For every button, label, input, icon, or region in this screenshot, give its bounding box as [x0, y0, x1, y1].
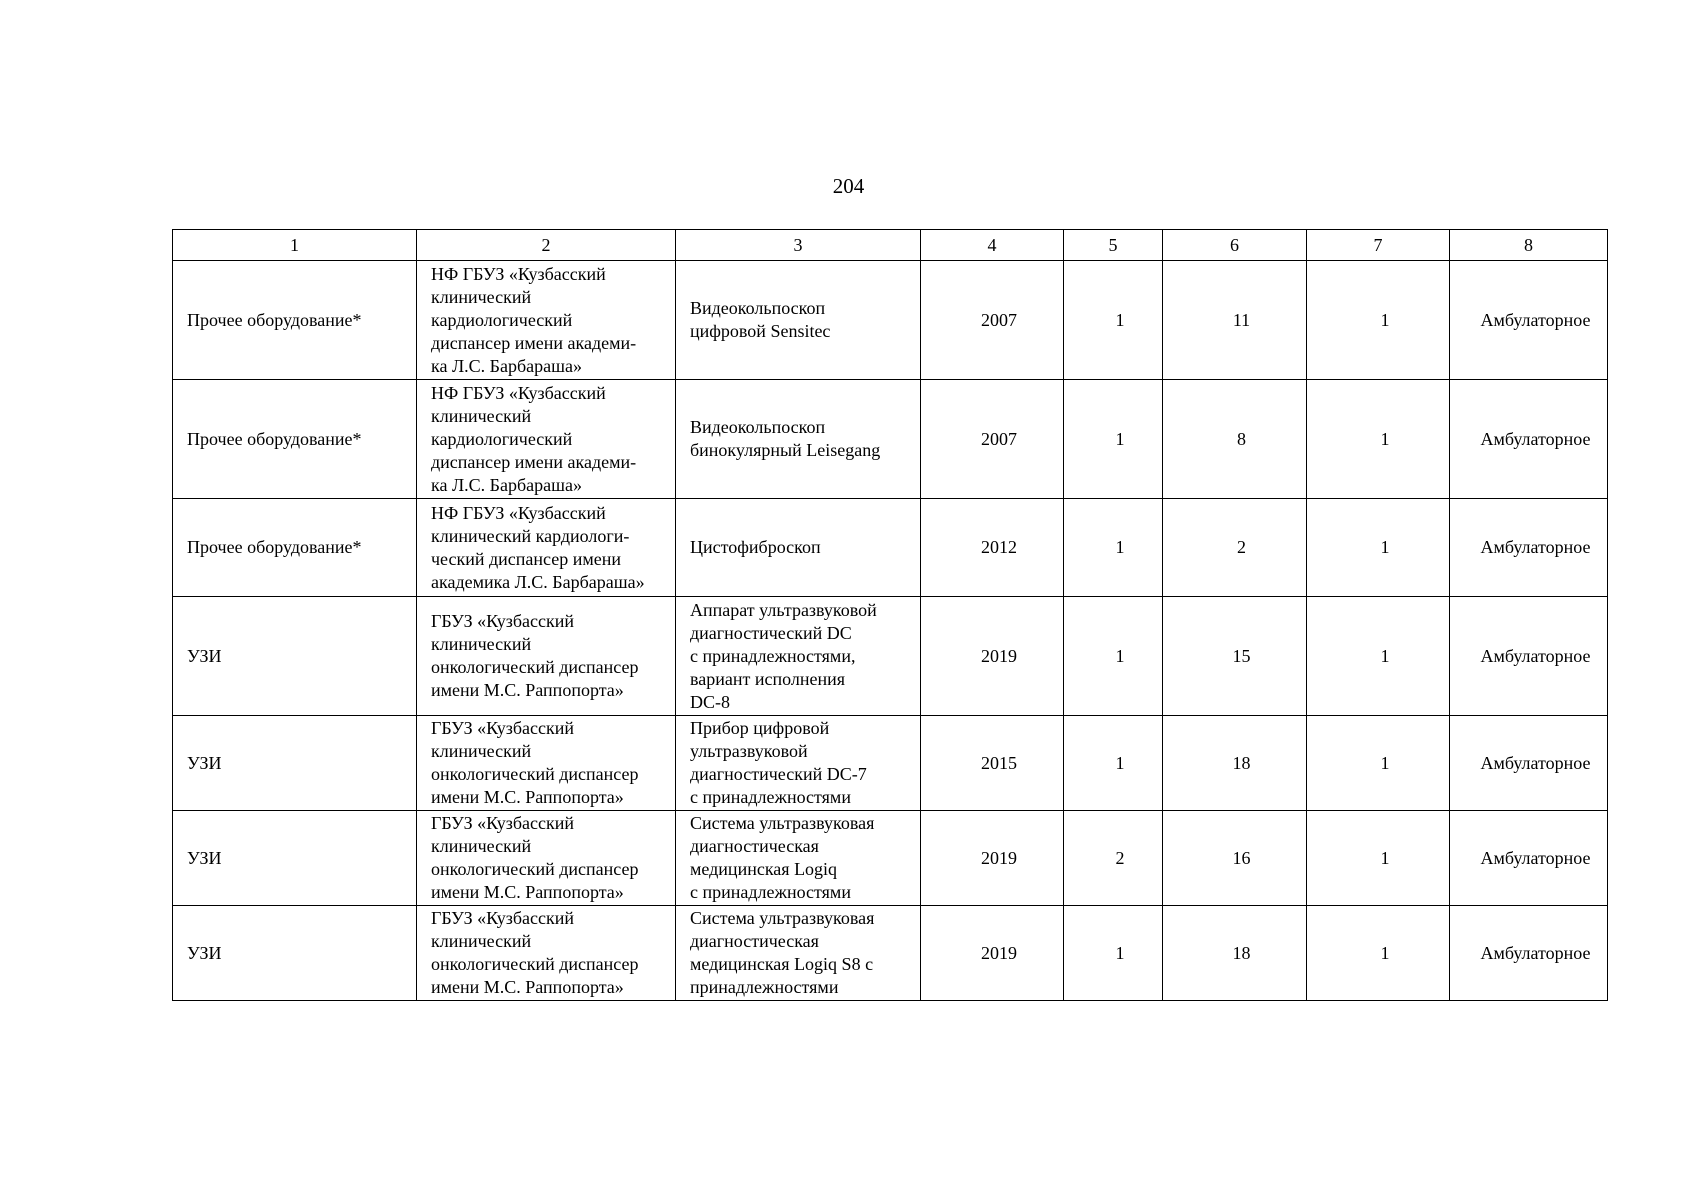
organization-cell-line: клинический — [431, 931, 532, 951]
table-header-row — [173, 230, 1608, 261]
equipment-name-cell — [676, 906, 921, 1001]
year-cell: 2012 — [921, 499, 1064, 597]
column-7-cell: 1 — [1307, 906, 1450, 1001]
column-6-cell: 16 — [1163, 811, 1307, 906]
page-number: 204 — [832, 174, 865, 198]
column-header: 2 — [417, 230, 676, 261]
table-row — [173, 716, 1608, 811]
table-row — [173, 380, 1608, 499]
equipment-table — [172, 229, 1608, 1001]
care-type-cell: Амбулаторное — [1450, 906, 1608, 1001]
column-6-cell: 15 — [1163, 597, 1307, 716]
equipment-name-cell — [676, 716, 921, 811]
year-cell: 2019 — [921, 811, 1064, 906]
equipment-type-cell: УЗИ — [173, 597, 417, 716]
column-header: 6 — [1163, 230, 1307, 261]
care-type-cell: Амбулаторное — [1450, 597, 1608, 716]
care-type-cell: Амбулаторное — [1450, 716, 1608, 811]
organization-cell-line: ГБУЗ «Кузбасский — [431, 908, 575, 928]
equipment-type-cell: Прочее оборудование* — [173, 261, 417, 380]
organization-cell-line: НФ ГБУЗ «Кузбасский — [431, 263, 606, 284]
organization-cell — [417, 499, 676, 597]
equipment-name-cell-line: диагностический DC-7 — [690, 764, 867, 784]
organization-cell-line: НФ ГБУЗ «Кузбасский — [431, 502, 606, 523]
column-header: 4 — [921, 230, 1064, 261]
equipment-name-cell-line: с принадлежностями — [690, 882, 851, 902]
column-5-cell: 1 — [1064, 261, 1163, 380]
equipment-name-cell — [676, 597, 921, 716]
table-row — [173, 811, 1608, 906]
year-cell: 2019 — [921, 906, 1064, 1001]
care-type-cell: Амбулаторное — [1450, 811, 1608, 906]
organization-cell-line: имени М.С. Раппопорта» — [431, 787, 624, 807]
column-6-cell: 18 — [1163, 716, 1307, 811]
column-5-cell: 1 — [1064, 597, 1163, 716]
table-row — [173, 597, 1608, 716]
column-6-cell: 2 — [1163, 499, 1307, 597]
column-7-cell: 1 — [1307, 499, 1450, 597]
organization-cell-line: НФ ГБУЗ «Кузбасский — [431, 382, 606, 403]
year-cell: 2015 — [921, 716, 1064, 811]
organization-cell-line: онкологический диспансер — [431, 657, 639, 677]
equipment-name-cell-line: Аппарат ультразвуковой — [690, 599, 877, 620]
organization-cell-line: клинический — [431, 634, 532, 654]
organization-cell-line: клинический кардиологи- — [431, 525, 630, 546]
organization-cell — [417, 597, 676, 716]
equipment-name-cell-line: Система ультразвуковая — [690, 813, 875, 833]
organization-cell-line: клинический — [431, 286, 532, 307]
equipment-name-cell-line: диагностическая — [690, 931, 819, 951]
column-7-cell: 1 — [1307, 380, 1450, 499]
equipment-type-cell: УЗИ — [173, 811, 417, 906]
table-row — [173, 906, 1608, 1001]
year-cell: 2019 — [921, 597, 1064, 716]
equipment-name-cell-line: вариант исполнения — [690, 668, 846, 689]
organization-cell-line: ГБУЗ «Кузбасский — [431, 718, 575, 738]
equipment-type-cell: УЗИ — [173, 906, 417, 1001]
equipment-name-cell-line: DC-8 — [690, 691, 730, 712]
table-row — [173, 499, 1608, 597]
column-5-cell: 1 — [1064, 716, 1163, 811]
equipment-type-cell: Прочее оборудование* — [173, 499, 417, 597]
organization-cell-line: имени М.С. Раппопорта» — [431, 680, 624, 700]
column-header: 7 — [1307, 230, 1450, 261]
column-7-cell: 1 — [1307, 811, 1450, 906]
column-5-cell: 1 — [1064, 499, 1163, 597]
organization-cell-line: кардиологический — [431, 428, 573, 449]
column-7-cell: 1 — [1307, 597, 1450, 716]
organization-cell-line: диспансер имени академи- — [431, 451, 637, 472]
equipment-name-cell — [676, 811, 921, 906]
equipment-name-cell-line: медицинская Logiq S8 с — [690, 954, 874, 974]
column-header: 5 — [1064, 230, 1163, 261]
equipment-name-cell-line: Видеокольпоскоп — [690, 298, 826, 318]
organization-cell-line: онкологический диспансер — [431, 764, 639, 784]
column-header: 3 — [676, 230, 921, 261]
organization-cell-line: онкологический диспансер — [431, 954, 639, 974]
organization-cell-line: ческий диспансер имени — [431, 548, 622, 569]
equipment-name-cell-line: диагностический DC — [690, 622, 852, 643]
organization-cell — [417, 261, 676, 380]
column-7-cell: 1 — [1307, 261, 1450, 380]
column-7-cell: 1 — [1307, 716, 1450, 811]
equipment-name-cell-line: медицинская Logiq — [690, 859, 838, 879]
column-6-cell: 18 — [1163, 906, 1307, 1001]
organization-cell — [417, 716, 676, 811]
organization-cell-line: академика Л.С. Барбараша» — [431, 571, 645, 592]
organization-cell — [417, 906, 676, 1001]
equipment-name-cell — [676, 499, 921, 597]
organization-cell-line: кардиологический — [431, 309, 573, 330]
organization-cell-line: ка Л.С. Барбараша» — [431, 474, 582, 495]
organization-cell-line: клинический — [431, 741, 532, 761]
organization-cell-line: ГБУЗ «Кузбасский — [431, 611, 575, 631]
organization-cell — [417, 380, 676, 499]
organization-cell-line: ка Л.С. Барбараша» — [431, 355, 582, 376]
organization-cell-line: ГБУЗ «Кузбасский — [431, 813, 575, 833]
equipment-name-cell-line: принадлежностями — [690, 977, 839, 997]
equipment-name-cell-line: с принадлежностями, — [690, 645, 856, 666]
column-5-cell: 1 — [1064, 906, 1163, 1001]
organization-cell-line: имени М.С. Раппопорта» — [431, 882, 624, 902]
column-5-cell: 2 — [1064, 811, 1163, 906]
equipment-name-cell-line: Цистофиброскоп — [690, 537, 821, 557]
organization-cell-line: клинический — [431, 405, 532, 426]
column-5-cell: 1 — [1064, 380, 1163, 499]
table-body — [173, 261, 1608, 1001]
equipment-type-cell: Прочее оборудование* — [173, 380, 417, 499]
equipment-name-cell-line: цифровой Sensitec — [690, 321, 831, 341]
organization-cell-line: онкологический диспансер — [431, 859, 639, 879]
organization-cell-line: диспансер имени академи- — [431, 332, 637, 353]
column-6-cell: 8 — [1163, 380, 1307, 499]
column-header: 1 — [173, 230, 417, 261]
equipment-name-cell-line: бинокулярный Leisegang — [690, 440, 881, 460]
care-type-cell: Амбулаторное — [1450, 261, 1608, 380]
organization-cell-line: имени М.С. Раппопорта» — [431, 977, 624, 997]
equipment-name-cell-line: с принадлежностями — [690, 787, 851, 807]
care-type-cell: Амбулаторное — [1450, 499, 1608, 597]
column-header: 8 — [1450, 230, 1608, 261]
equipment-name-cell — [676, 380, 921, 499]
equipment-type-cell: УЗИ — [173, 716, 417, 811]
organization-cell-line: клинический — [431, 836, 532, 856]
care-type-cell: Амбулаторное — [1450, 380, 1608, 499]
equipment-name-cell — [676, 261, 921, 380]
equipment-name-cell-line: Видеокольпоскоп — [690, 417, 826, 437]
table-row — [173, 261, 1608, 380]
year-cell: 2007 — [921, 261, 1064, 380]
equipment-name-cell-line: Прибор цифровой — [690, 718, 830, 738]
equipment-name-cell-line: ультразвуковой — [690, 741, 808, 761]
year-cell: 2007 — [921, 380, 1064, 499]
equipment-name-cell-line: Система ультразвуковая — [690, 908, 875, 928]
equipment-name-cell-line: диагностическая — [690, 836, 819, 856]
column-6-cell: 11 — [1163, 261, 1307, 380]
organization-cell — [417, 811, 676, 906]
